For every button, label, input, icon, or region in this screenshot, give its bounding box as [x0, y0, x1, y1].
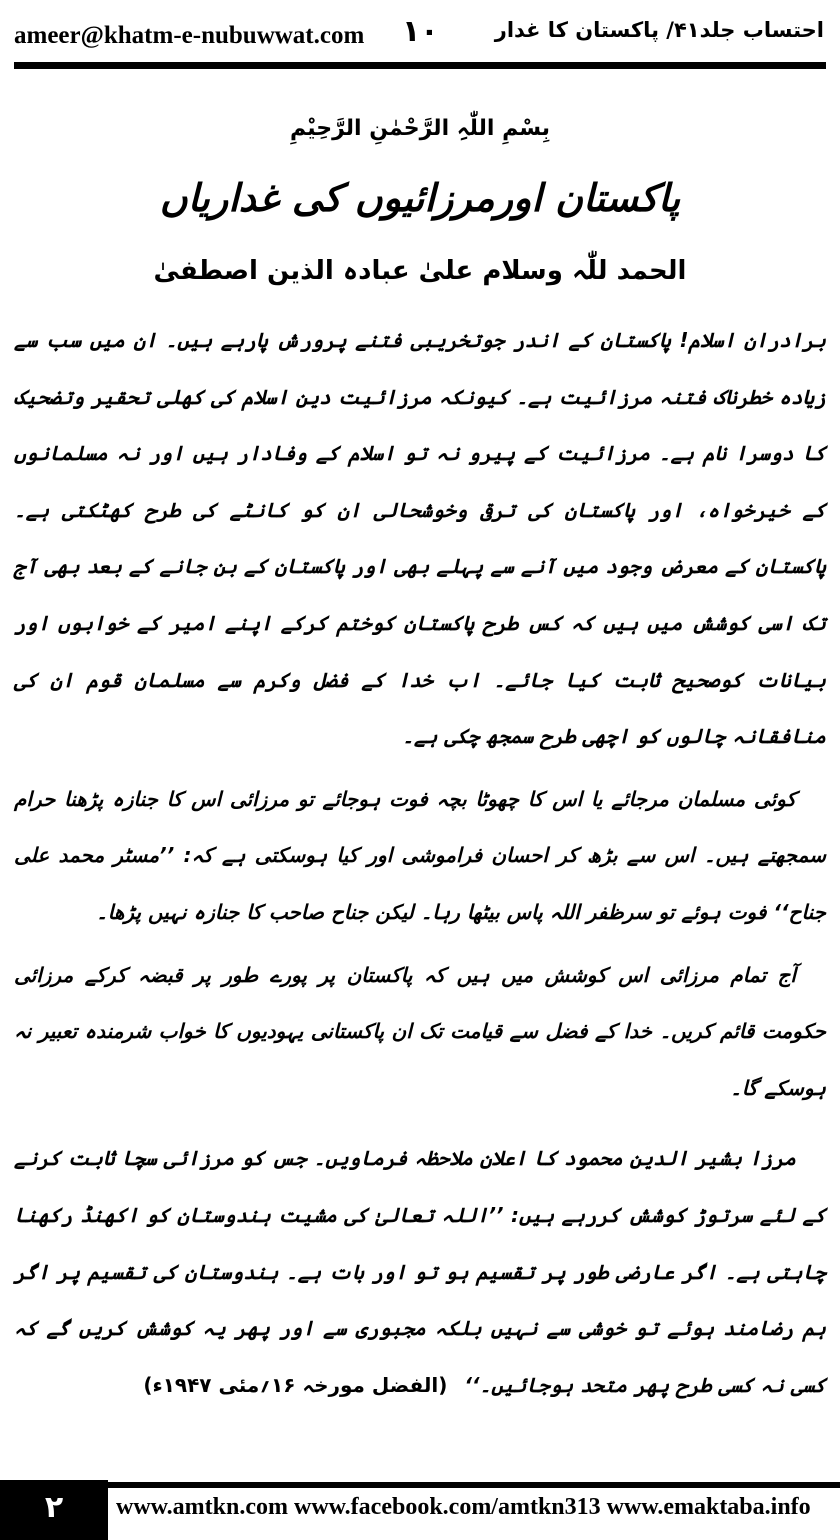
footer-urls: www.amtkn.com www.facebook.com/amtkn313 www.emaktaba.info: [116, 1494, 811, 1520]
page-footer: [0, 1480, 840, 1540]
paragraph-1: برادران اسلام! پاکستان کے اندر جوتخریبی فتنے پرورش پارہے ہیں۔ ان میں سب سے زیادہ خطرناک فتنہ مرزائیت ہے۔ کیونکہ مرزائیت دین اسلام کی کھلی تحقیر وتضحیک کا دوسرا نام ہے۔ مرزائیت کے پیرو نہ تو اسلام کے وفادار ہیں اور نہ مسلمانوں کے خیرخواہ، اور پاکستان کی ترقی وخوشحالی ان کو کانٹے کی طرح کھٹکتی ہے۔ پاکستان کے معرض وجود میں آنے سے پہلے بھی اور پاکستان کے بن جانے کے بعد بھی آج تک اسی کوشش میں ہیں کہ کس طرح پاکستان کوختم کرکے اپنے امیر کے خوابوں اور بیانات کوصحیح ثابت کیا جائے۔ اب خدا کے فضل وکرم سے مسلمان قوم ان کی منافقانہ چالوں کو اچھی طرح سمجھ چکی ہے۔: [14, 328, 826, 749]
paragraph-3: آج تمام مرزائی اس کوشش میں ہیں کہ پاکستان پر پورے طور پر قبضہ کرکے مرزائی حکومت قائم کریں۔ خدا کے فضل سے قیامت تک ان پاکستانی یہودیوں کا خواب شرمندہ تعبیر نہ ہوسکے گا۔: [14, 962, 826, 1100]
page-subtitle: الحمد للّٰہ وسلام علیٰ عبادہ الذین اصطفیٰ: [153, 256, 687, 286]
paragraph-4-text: مرزا بشیر الدین محمود کا اعلان ملاحظہ فرماویں۔ جس کو مرزائی سچا ثابت کرنے کے لئے سرتوڑ کوشش کررہے ہیں: ’’اللہ تعالیٰ کی مشیت ہندوستان کو اکھنڈ رکھنا چاہتی ہے۔ اگر عارضی طور پر تقسیم ہو تو اور بات ہے۔ ہندوستان کی تقسیم پر اگر ہم رضامند ہوئے تو خوشی سے نہیں بلکہ مجبوری سے اور پھر یہ کوشش کریں گے کہ کسی نہ کسی طرح پھر متحد ہوجائیں۔‘‘: [14, 1146, 826, 1397]
header-running-title: احتساب جلد۴۱/ پاکستان کا غدار: [494, 18, 824, 42]
page-title: پاکستان اورمرزائیوں کی غداریاں: [159, 176, 681, 220]
page-header: [0, 0, 840, 66]
paragraph-2: کوئی مسلمان مرجائے یا اس کا چھوٹا بچہ فوت ہوجائے تو مرزائی اس کا جنازہ پڑھنا حرام سمجھتے ہیں۔ اس سے بڑھ کر احسان فراموشی اور کیا ہوسکتی ہے کہ: ’’مسٹر محمد علی جناح‘‘ فوت ہوئے تو سرظفر اللہ پاس بیٹھا رہا۔ لیکن جناح صاحب کا جنازہ نہیں پڑھا۔: [14, 786, 826, 924]
footer-rule: [108, 1482, 840, 1488]
header-page-number: ۱۰: [402, 14, 439, 49]
header-rule: [14, 62, 826, 69]
footer-page-number: ۲: [0, 1480, 108, 1540]
citation: (الفضل مورخہ ۱۶؍مئی ۱۹۴۷ء): [143, 1372, 448, 1397]
article-body: [14, 312, 826, 1413]
header-email: ameer@khatm-e-nubuwwat.com: [14, 22, 365, 49]
paragraph-4: [14, 1130, 826, 1413]
bismillah: بِسْمِ اللّٰہِ الرَّحْمٰنِ الرَّحِیْمِ: [289, 116, 550, 141]
